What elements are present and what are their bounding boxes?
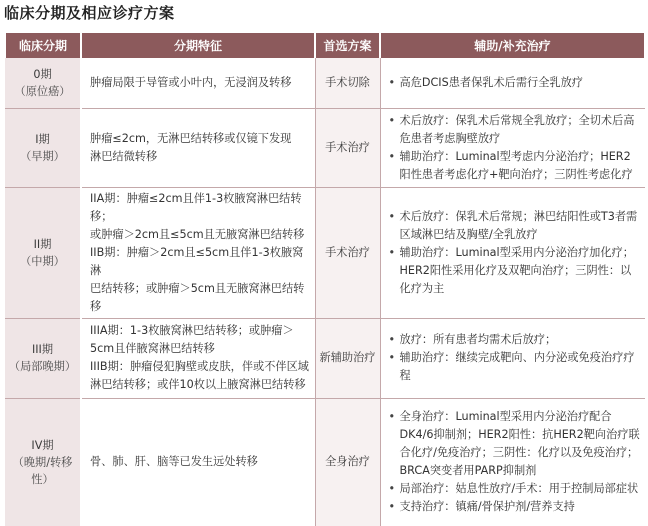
table-row bbox=[5, 187, 645, 318]
adjuvant-item: • 放疗：所有患者均需术后放疗； bbox=[389, 331, 642, 349]
adjuvant-item: • 辅助治疗：Luminal型采用内分泌治疗加化疗；HER2阳性采用化疗及双靶向治疗；三阴性：以化疗为主 bbox=[389, 244, 642, 298]
header-stage: 临床分期 bbox=[5, 33, 81, 58]
header-adjuvant: 辅助/补充治疗 bbox=[380, 33, 645, 58]
adjuvant-cell bbox=[380, 318, 645, 398]
table-row bbox=[5, 318, 645, 398]
stage-sublabel: （原位癌） bbox=[14, 84, 71, 98]
adjuvant-item: • 辅助治疗：继续完成靶向、内分泌或免疫治疗疗程 bbox=[389, 349, 642, 385]
feature-line: IIB期：肿瘤＞2cm且≤5cm且伴1-3枚腋窝淋 bbox=[90, 245, 304, 277]
stage-cell bbox=[5, 108, 81, 187]
header-features: 分期特征 bbox=[81, 33, 315, 58]
header-preferred: 首选方案 bbox=[315, 33, 380, 58]
feature-line: 淋巴结转移；或伴10枚以上腋窝淋巴结转移 bbox=[90, 378, 306, 391]
stage-sublabel: （局部晚期） bbox=[8, 360, 77, 373]
stage-label: 0期 bbox=[33, 67, 52, 81]
preferred-cell: 手术切除 bbox=[315, 58, 380, 108]
adjuvant-item: • 局部治疗：姑息性放疗/手术：用于控制局部症状 bbox=[389, 480, 642, 498]
adjuvant-cell bbox=[380, 187, 645, 318]
feature-line: 巴结转移；或肿瘤＞5cm且无腋窝淋巴结转移 bbox=[90, 281, 305, 313]
table-row bbox=[5, 398, 645, 526]
stage-cell bbox=[5, 58, 81, 108]
table-row bbox=[5, 108, 645, 187]
adjuvant-item: • 高危DCIS患者保乳术后需行全乳放疗 bbox=[389, 74, 642, 92]
feature-line: 骨、肺、肝、脑等已发生远处转移 bbox=[90, 455, 258, 469]
feature-line: IIA期：肿瘤≤2cm且伴1-3枚腋窝淋巴结转移； bbox=[90, 191, 302, 223]
feature-line: IIIB期：肿瘤侵犯胸壁或皮肤，伴或不伴区域 bbox=[90, 360, 309, 373]
stage-cell bbox=[5, 187, 81, 318]
stage-label: I期 bbox=[35, 132, 50, 146]
stage-sublabel: （晚期/转移性） bbox=[12, 455, 73, 486]
adjuvant-item: • 辅助治疗：Luminal型考虑内分泌治疗；HER2阳性患者考虑化疗+靶向治疗；三阴性考虑化疗 bbox=[389, 148, 642, 184]
adjuvant-cell bbox=[380, 108, 645, 187]
stage-sublabel: （中期） bbox=[20, 254, 65, 268]
features-cell bbox=[81, 187, 315, 318]
preferred-cell: 全身治疗 bbox=[315, 398, 380, 526]
feature-line: 或肿瘤＞2cm且≤5cm且无腋窝淋巴结转移 bbox=[90, 227, 305, 241]
adjuvant-item: • 支持治疗：镇痛/骨保护剂/营养支持 bbox=[389, 498, 642, 516]
adjuvant-cell bbox=[380, 58, 645, 108]
features-cell bbox=[81, 108, 315, 187]
adjuvant-item: • 术后放疗：保乳术后常规全乳放疗；全切术后高危患者考虑胸壁放疗 bbox=[389, 112, 642, 148]
table-row bbox=[5, 58, 645, 108]
preferred-cell: 手术治疗 bbox=[315, 187, 380, 318]
preferred-cell: 新辅助治疗 bbox=[315, 318, 380, 398]
stage-label: III期 bbox=[31, 343, 54, 356]
adjuvant-item: • 全身治疗：Luminal型采用内分泌治疗配合DK4/6抑制剂；HER2阳性：抗HER2靶向治疗联合化疗/免疫治疗；三阴性：化疗以及免疫治疗；BRCA突变者用PARP抑制剂 bbox=[389, 408, 642, 480]
features-cell bbox=[81, 318, 315, 398]
features-cell bbox=[81, 398, 315, 526]
feature-line: 肿瘤局限于导管或小叶内，无浸润及转移 bbox=[90, 75, 292, 89]
stage-cell bbox=[5, 318, 81, 398]
staging-table bbox=[4, 33, 646, 526]
stage-label: II期 bbox=[33, 237, 52, 251]
preferred-cell: 手术治疗 bbox=[315, 108, 380, 187]
stage-label: IV期 bbox=[31, 438, 54, 452]
feature-line: 淋巴结微转移 bbox=[90, 149, 158, 163]
page-title: 临床分期及相应诊疗方案 bbox=[4, 4, 175, 22]
feature-line: 5cm且伴腋窝淋巴结转移 bbox=[90, 342, 215, 355]
feature-line: 肿瘤≤2cm，无淋巴结转移或仅镜下发现 bbox=[90, 131, 292, 145]
table-header-row bbox=[5, 33, 645, 58]
stage-cell bbox=[5, 398, 81, 526]
feature-line: IIIA期：1-3枚腋窝淋巴结转移；或肿瘤＞ bbox=[90, 324, 294, 337]
features-cell bbox=[81, 58, 315, 108]
adjuvant-item: • 术后放疗：保乳术后常规；淋巴结阳性或T3者需区域淋巴结及胸壁/全乳放疗 bbox=[389, 208, 642, 244]
adjuvant-cell bbox=[380, 398, 645, 526]
stage-sublabel: （早期） bbox=[20, 149, 65, 163]
